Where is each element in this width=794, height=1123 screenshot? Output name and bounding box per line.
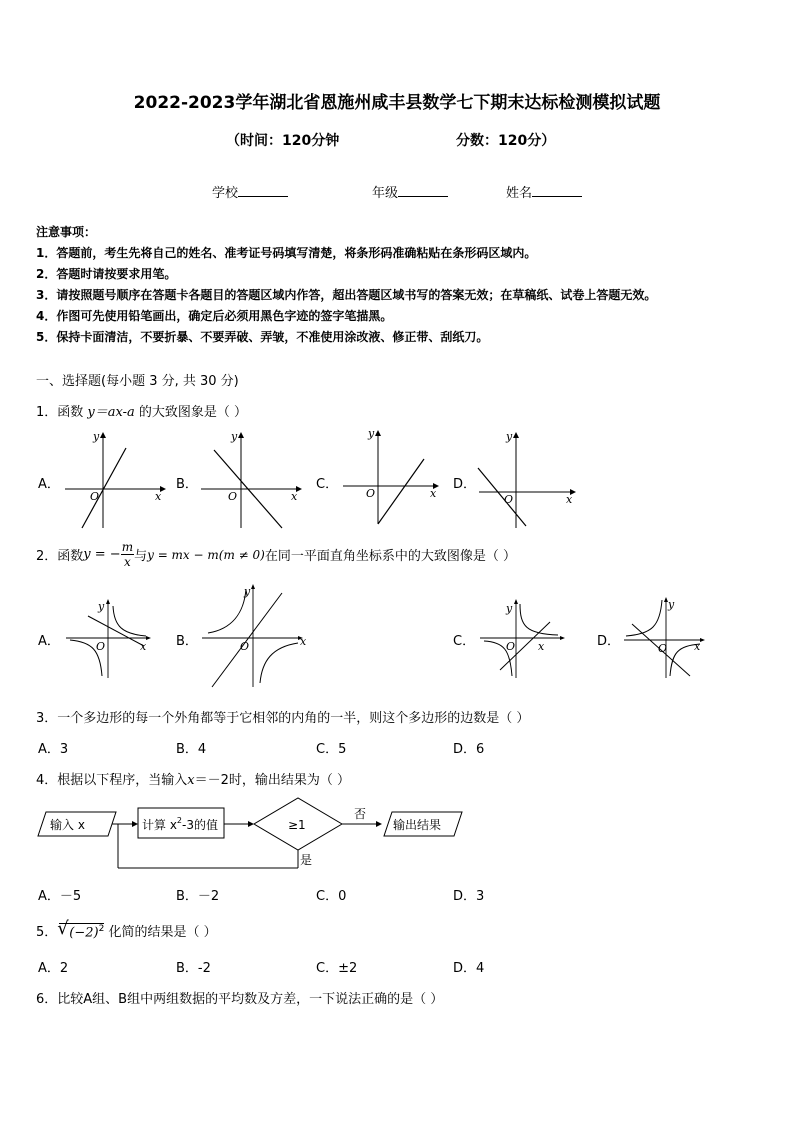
notes-block [36,222,656,348]
origin-label: O [240,640,250,653]
q1-option-d-label[interactable]: D． [453,477,477,492]
q2-post: 在同一平面直角坐标系中的大致图像是（ ） [264,549,516,564]
q1-graph-d [474,428,584,528]
page-title: 2022-2023学年湖北省恩施州咸丰县数学七下期末达标检测模拟试题 [133,93,661,113]
q4-option-a[interactable]: A．－5 [38,889,82,904]
name-blank[interactable] [532,184,582,197]
q4-post: ＝－2时，输出结果为（ ） [194,773,351,788]
q2-fraction [121,540,134,569]
q5-radical [57,917,105,940]
q1-graph-c [338,424,448,524]
q1-graph-a [60,428,170,528]
notes-heading: 注意事项： [36,225,97,239]
q1-graph-b [196,428,306,528]
q1-option-a-label[interactable]: A． [38,477,60,492]
flow-input: 输入 x [50,818,85,832]
school-label: 学校 [212,186,239,201]
flow-compute-pre: 计算 x [142,818,177,832]
flow-no-label: 否 [354,807,367,821]
axis-x-label: x [291,490,298,503]
flow-compute-post: -3的值 [182,818,218,832]
q5-option-d[interactable]: D．4 [453,961,485,976]
flow-output: 输出结果 [393,818,442,832]
axis-y-label: y [231,430,238,443]
q2-option-d-label[interactable]: D． [597,634,621,649]
flow-yes-label: 是 [300,853,313,867]
axis-x-label: x [538,640,545,653]
flow-decision: ≥1 [288,818,306,832]
question-3: 3．一个多边形的每一个外角都等于它相邻的内角的一半，则这个多边形的边数是（ ） [36,711,530,726]
q2-option-a-label[interactable]: A． [38,634,60,649]
q5-option-a[interactable]: A．2 [38,961,69,976]
origin-label: O [504,493,514,506]
q2-denominator: x [123,555,131,569]
origin-label: O [96,640,106,653]
q4-flowchart [38,796,478,872]
q1-pre: 1．函数 [36,405,88,420]
axis-x-label: x [155,490,162,503]
q5-option-c[interactable]: C．±2 [316,961,358,976]
note-item: 3．请按照题号顺序在答题卡各题目的答题区域内作答，超出答题区域书写的答案无效；在草稿纸、试卷上答题无效。 [36,288,657,302]
q5-num: 5． [36,925,58,940]
origin-label: O [506,640,516,653]
axis-x-label: x [694,640,701,653]
q2-f2: y = mx − m(m ≠ 0) [147,547,265,562]
school-blank[interactable] [238,184,288,197]
note-item: 4．作图可先使用铅笔画出，确定后必须用黑色字迹的签字笔描黑。 [36,309,393,323]
q2-numerator: m [121,540,134,554]
grade-field[interactable] [372,182,448,201]
origin-label: O [90,490,100,503]
note-item: 2．答题时请按要求用笔。 [36,267,177,281]
flow-compute-sup: 2 [176,816,183,825]
exam-time: （时间：120分钟 [226,133,340,149]
axis-x-label: x [300,635,307,648]
axis-y-label: y [244,585,251,598]
q1-post: 的大致图象是（ ） [134,405,248,420]
q3-option-c[interactable]: C．5 [316,742,347,757]
school-field[interactable] [212,182,288,201]
origin-label: O [658,642,668,655]
q4-option-c[interactable]: C．0 [316,889,347,904]
q5-exp: 2 [98,923,105,934]
axis-x-label: x [140,640,147,653]
exam-score: 分数：120分） [456,133,556,149]
q4-pre: 4．根据以下程序，当输入 [36,773,188,788]
q1-option-b-label[interactable]: B． [176,477,198,492]
axis-y-label: y [506,430,513,443]
q4-var: x [187,773,195,788]
name-field[interactable] [506,182,582,201]
question-1 [36,401,247,420]
axis-x-label: x [430,487,437,500]
sqrt-icon: √ [57,917,69,939]
q3-option-b[interactable]: B．4 [176,742,207,757]
question-4 [36,769,350,788]
q5-option-b[interactable]: B．-2 [176,961,211,976]
section-heading: 一、选择题(每小题 3 分, 共 30 分) [36,374,239,389]
name-label: 姓名 [506,186,533,201]
q2-option-c-label[interactable]: C． [453,634,476,649]
q2-option-b-label[interactable]: B． [176,634,198,649]
question-2 [36,540,516,576]
origin-label: O [228,490,238,503]
q1-formula: y＝ax-a [87,405,135,420]
q1-option-c-label[interactable]: C． [316,477,339,492]
note-item: 1．答题前，考生先将自己的姓名、准考证号码填写清楚，将条形码准确粘贴在条形码区域内。 [36,246,537,260]
q4-option-d[interactable]: D．3 [453,889,485,904]
q5-post: 化简的结果是（ ） [104,925,217,940]
q5-radicand: (−2) [69,925,99,940]
q2-mid: 与 [134,549,148,564]
grade-blank[interactable] [398,184,448,197]
origin-label: O [366,487,376,500]
axis-y-label: y [93,430,100,443]
question-5 [36,917,217,940]
axis-y-label: y [668,598,675,611]
q3-option-d[interactable]: D．6 [453,742,485,757]
note-item: 5．保持卡面清洁，不要折暴、不要弄破、弄皱，不准使用涂改液、修正带、刮纸刀。 [36,330,489,344]
q2-graph-b [200,583,315,688]
q2-f1-lhs: y = − [83,547,121,562]
q2-graph-a [64,598,154,680]
q2-graph-c [478,598,568,680]
q2-pre: 2．函数 [36,549,84,564]
q3-option-a[interactable]: A．3 [38,742,69,757]
q4-option-b[interactable]: B．－2 [176,889,220,904]
axis-y-label: y [368,427,375,440]
question-6: 6．比较A组、B组中两组数据的平均数及方差，一下说法正确的是（ ） [36,992,444,1007]
grade-label: 年级 [372,186,399,201]
axis-x-label: x [566,493,573,506]
axis-y-label: y [506,602,513,615]
axis-y-label: y [98,600,105,613]
q2-graph-d [622,596,712,680]
